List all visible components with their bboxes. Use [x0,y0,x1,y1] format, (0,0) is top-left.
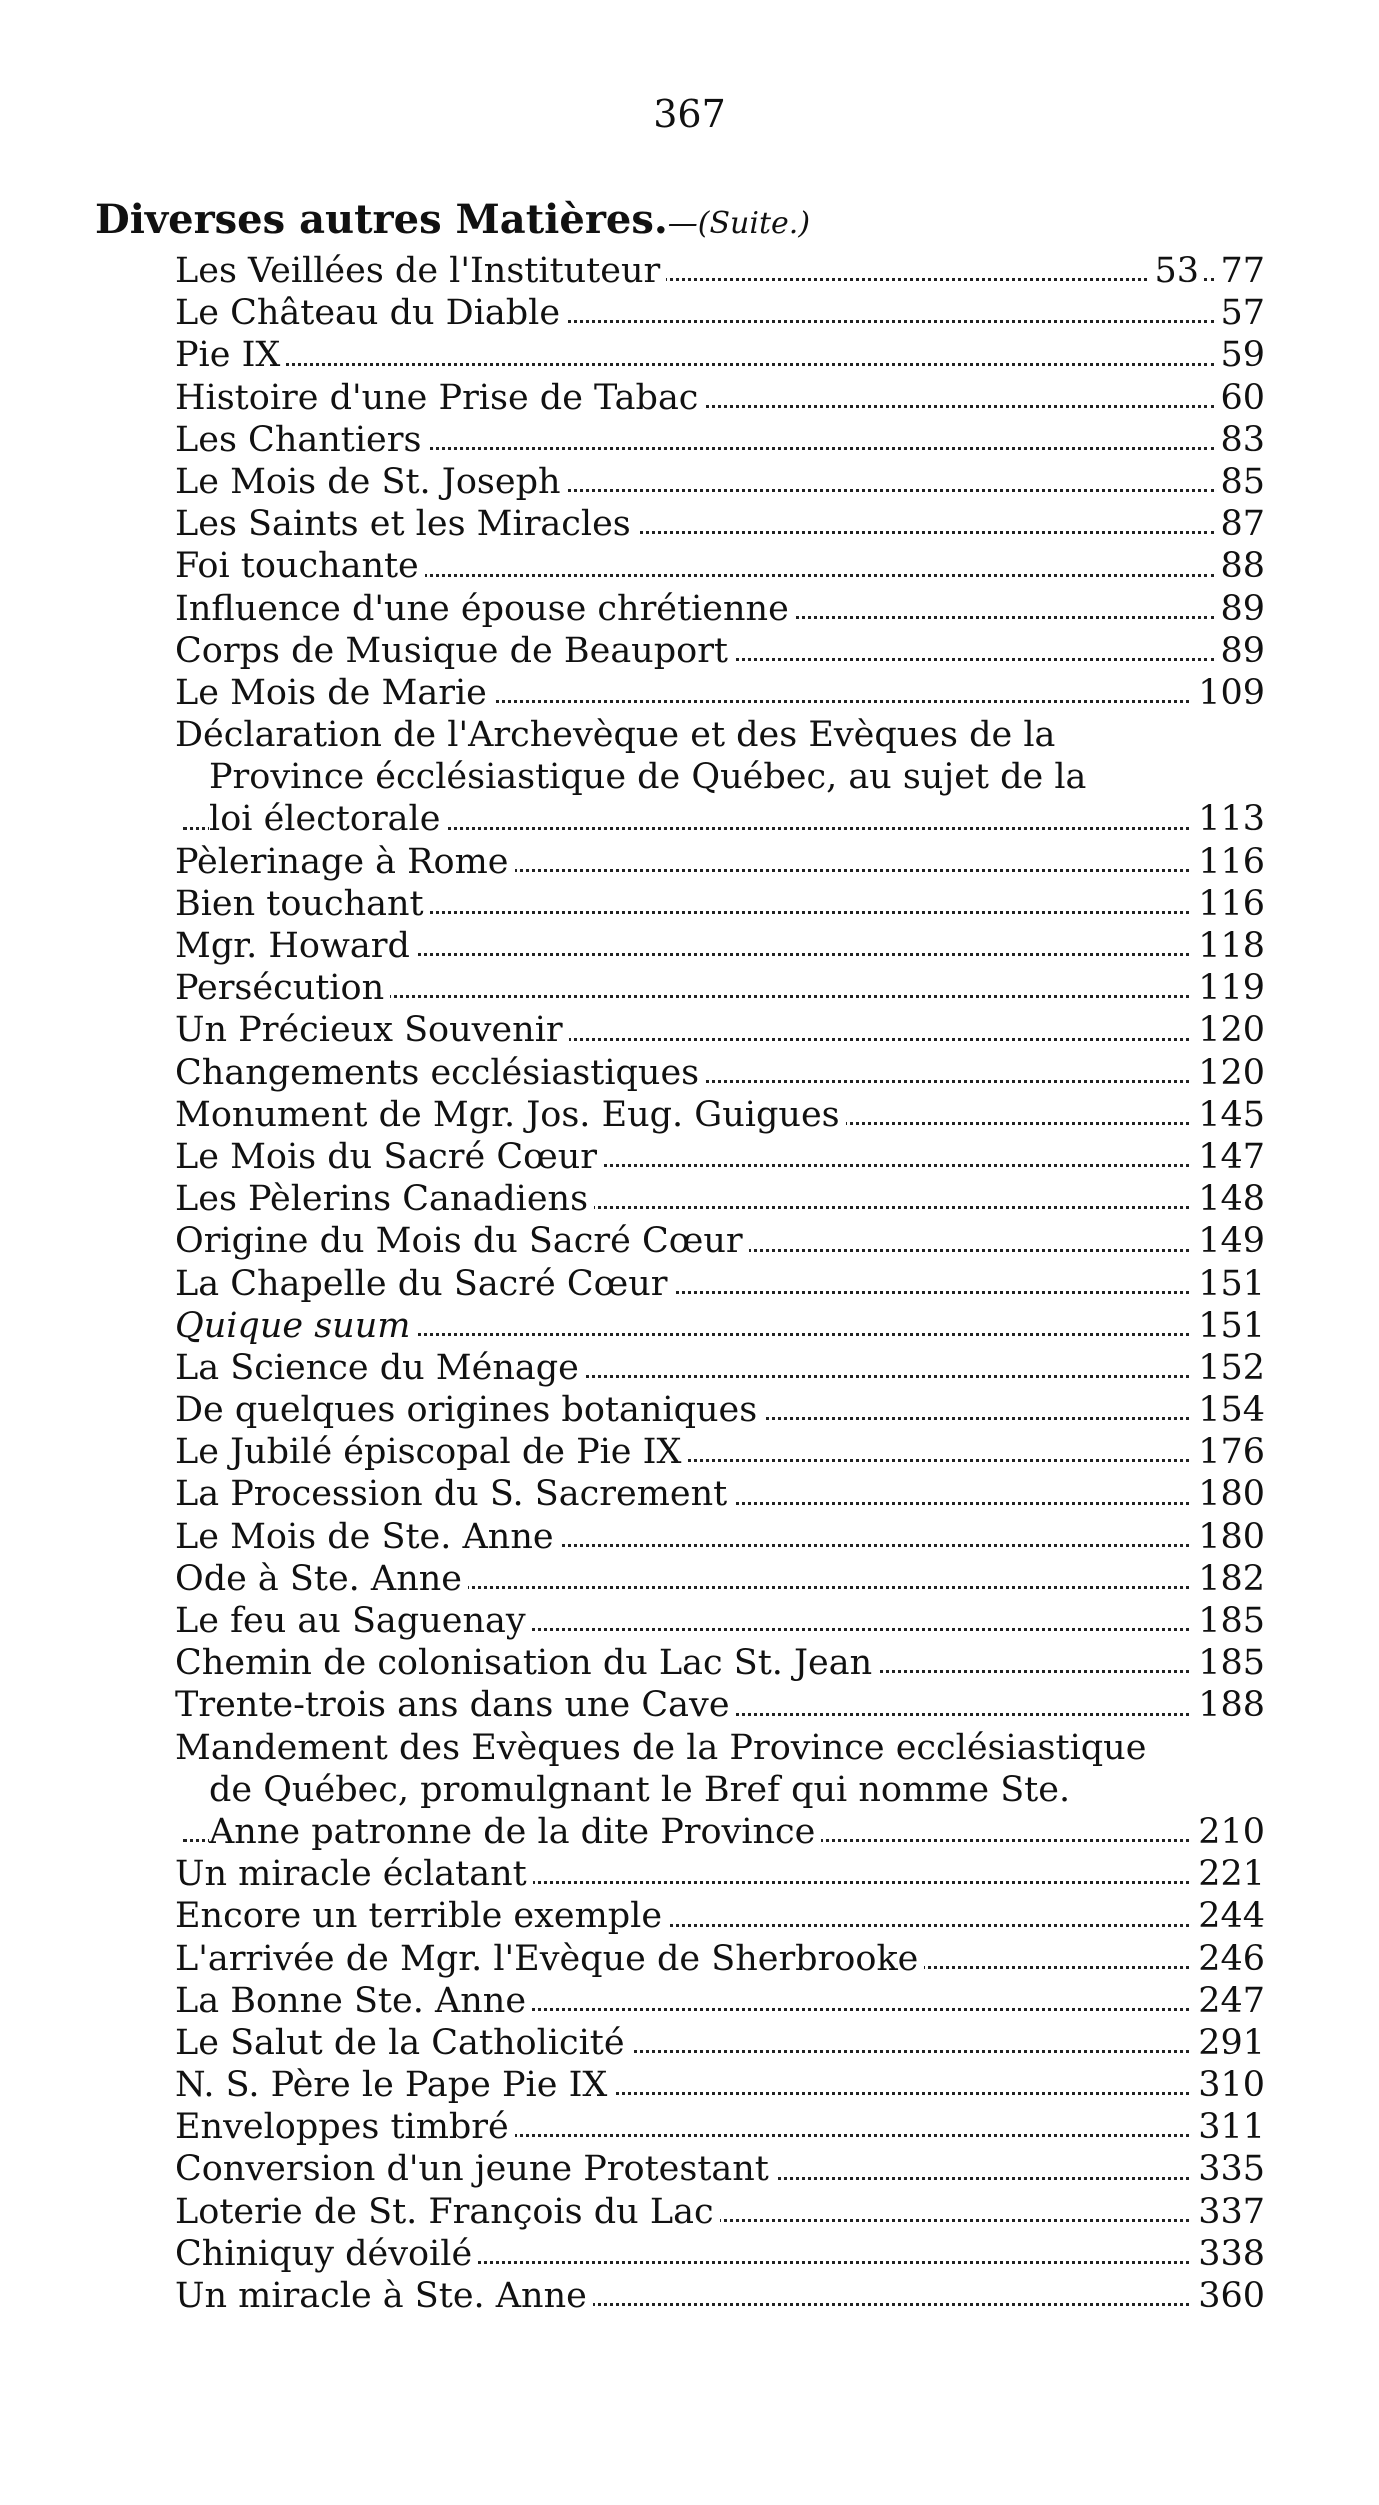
toc-entry [175,1516,1265,1558]
toc-entry [175,1895,1265,1937]
toc-entry [175,1178,1265,1220]
toc-entry-title: Un Précieux Souvenir [175,1009,569,1051]
page-number: 367 [653,92,726,136]
toc-entry-title: Persécution [175,967,390,1009]
toc-entry [175,334,1265,376]
toc-entry-page: 188 [1192,1684,1265,1726]
toc-entry-title: Le feu au Saguenay [175,1600,532,1642]
toc-entry [175,377,1265,419]
toc-entry-title: Mgr. Howard [175,925,416,967]
toc-entry-title: Le Mois de Ste. Anne [175,1516,560,1558]
toc-entry [175,545,1265,587]
toc-entry-title: Encore un terrible exemple [175,1895,668,1937]
toc-entry [175,1305,1265,1347]
toc-entry-title: Anne patronne de la dite Province [209,1811,821,1853]
toc-entry-title: Déclaration de l'Archevèque et des Evèques de la [175,714,1061,756]
toc-entry [175,672,1265,714]
toc-entry-title: Pèlerinage à Rome [175,841,515,883]
toc-entry-page: 182 [1192,1558,1265,1600]
toc-entry-page: 120 [1192,1009,1265,1051]
toc-entry-title: de Québec, promulgnant le Bref qui nomme Ste. [209,1769,1076,1811]
toc-entry-title: N. S. Père le Pape Pie IX [175,2064,613,2106]
toc-entry-title: Quique suum [175,1305,416,1347]
toc-entry-title: De quelques origines botaniques [175,1389,763,1431]
toc-entry [175,1980,1265,2022]
toc-entry-page: 337 [1192,2191,1265,2233]
table-of-contents [175,250,1265,2317]
toc-entry-page: 244 [1192,1895,1265,1937]
toc-entry [175,2275,1265,2317]
toc-entry-title: Le Château du Diable [175,292,566,334]
toc-entry-title: L'arrivée de Mgr. l'Evèque de Sherbrooke [175,1938,924,1980]
toc-entry-title: Origine du Mois du Sacré Cœur [175,1220,749,1262]
toc-entry [175,1684,1265,1726]
toc-entry-page: 291 [1192,2022,1265,2064]
toc-entry [175,1136,1265,1178]
toc-entry-extra-page: 53 [1150,250,1203,292]
toc-entry-page: 180 [1192,1516,1265,1558]
toc-entry-page: 154 [1192,1389,1265,1431]
toc-entry [175,1263,1265,1305]
toc-entry [175,2022,1265,2064]
toc-entry-page: 109 [1192,672,1265,714]
toc-entry [175,503,1265,545]
toc-entry-title: Le Mois du Sacré Cœur [175,1136,603,1178]
toc-entry-title: Un miracle éclatant [175,1853,533,1895]
toc-entry-page: 335 [1192,2148,1265,2190]
toc-entry-title: Un miracle à Ste. Anne [175,2275,593,2317]
toc-entry-page: 116 [1192,841,1265,883]
toc-entry-page: 89 [1214,630,1265,672]
toc-entry [175,1347,1265,1389]
toc-entry-title: Chiniquy dévoilé [175,2233,478,2275]
toc-entry-title: Changements ecclésiastiques [175,1052,705,1094]
toc-entry [175,1558,1265,1600]
toc-entry-page: 77 [1214,250,1265,292]
toc-entry-title: Les Chantiers [175,419,427,461]
toc-entry-title: La Procession du S. Sacrement [175,1473,733,1515]
toc-entry-page: 87 [1214,503,1265,545]
toc-entry [175,419,1265,461]
toc-entry [175,1220,1265,1262]
toc-entry-title: Monument de Mgr. Jos. Eug. Guigues [175,1094,846,1136]
toc-entry [175,588,1265,630]
toc-entry-title: loi électorale [209,798,446,840]
toc-entry-title: Mandement des Evèques de la Province ecclésiastique [175,1727,1152,1769]
toc-entry-page: 88 [1214,545,1265,587]
toc-entry-page: 60 [1214,377,1265,419]
toc-entry [175,1431,1265,1473]
toc-entry [175,1853,1265,1895]
toc-entry-page: 151 [1192,1305,1265,1347]
toc-entry-page: 59 [1214,334,1265,376]
toc-entry-page: 185 [1192,1600,1265,1642]
toc-entry [175,1389,1265,1431]
toc-entry [175,2148,1265,2190]
toc-entry-page: 360 [1192,2275,1265,2317]
toc-entry-title: Histoire d'une Prise de Tabac [175,377,704,419]
toc-entry-page: 119 [1192,967,1265,1009]
toc-entry-title: Ode à Ste. Anne [175,1558,468,1600]
toc-entry-title: Trente-trois ans dans une Cave [175,1684,736,1726]
toc-entry-title: La Science du Ménage [175,1347,585,1389]
toc-entry-page: 311 [1192,2106,1265,2148]
toc-entry [175,925,1265,967]
toc-entry-title: La Chapelle du Sacré Cœur [175,1263,674,1305]
toc-entry-page: 221 [1192,1853,1265,1895]
toc-entry-title: Province écclésiastique de Québec, au sujet de la [209,756,1092,798]
toc-entry [175,714,1265,756]
toc-entry-page: 118 [1192,925,1265,967]
toc-entry-title: Bien touchant [175,883,430,925]
toc-entry [175,1094,1265,1136]
toc-entry-title: Corps de Musique de Beauport [175,630,734,672]
section-heading [95,196,810,243]
toc-entry [175,1769,1265,1811]
toc-entry-page: 120 [1192,1052,1265,1094]
toc-entry [175,1727,1265,1769]
toc-entry-page: 116 [1192,883,1265,925]
toc-entry-title: Les Saints et les Miracles [175,503,637,545]
toc-entry-page: 180 [1192,1473,1265,1515]
toc-entry [175,841,1265,883]
toc-entry [175,1473,1265,1515]
toc-entry-page: 148 [1192,1178,1265,1220]
section-suffix: —(Suite.) [667,206,811,241]
toc-entry [175,2064,1265,2106]
toc-entry-page: 57 [1214,292,1265,334]
toc-entry-title: Le Mois de St. Joseph [175,461,567,503]
toc-entry-title: Foi touchante [175,545,425,587]
toc-entry-page: 149 [1192,1220,1265,1262]
toc-entry-page: 338 [1192,2233,1265,2275]
toc-entry-page: 246 [1192,1938,1265,1980]
toc-entry-page: 151 [1192,1263,1265,1305]
toc-entry-page: 83 [1214,419,1265,461]
toc-entry [175,798,1265,840]
toc-entry [175,1052,1265,1094]
toc-entry-page: 113 [1192,798,1265,840]
toc-entry-page: 89 [1214,588,1265,630]
toc-entry-title: Chemin de colonisation du Lac St. Jean [175,1642,878,1684]
section-title: Diverses autres Matières. [95,196,668,243]
toc-entry [175,883,1265,925]
toc-entry [175,967,1265,1009]
toc-entry [175,2191,1265,2233]
toc-entry [175,292,1265,334]
toc-entry-title: Influence d'une épouse chrétienne [175,588,795,630]
toc-entry-page: 152 [1192,1347,1265,1389]
toc-entry-title: Enveloppes timbré [175,2106,515,2148]
toc-entry [175,1938,1265,1980]
toc-entry [175,461,1265,503]
toc-entry [175,2106,1265,2148]
toc-entry-title: Les Pèlerins Canadiens [175,1178,594,1220]
toc-entry-title: Les Veillées de l'Instituteur [175,250,666,292]
toc-entry [175,1642,1265,1684]
toc-entry-title: Le Mois de Marie [175,672,493,714]
toc-entry [175,1600,1265,1642]
toc-entry-title: Le Jubilé épiscopal de Pie IX [175,1431,687,1473]
toc-entry-page: 185 [1192,1642,1265,1684]
toc-entry [175,2233,1265,2275]
toc-entry-title: La Bonne Ste. Anne [175,1980,532,2022]
toc-entry-page: 147 [1192,1136,1265,1178]
toc-entry-title: Conversion d'un jeune Protestant [175,2148,775,2190]
toc-entry-page: 145 [1192,1094,1265,1136]
toc-entry [175,1811,1265,1853]
toc-entry-title: Pie IX [175,334,286,376]
toc-entry [175,1009,1265,1051]
toc-entry-page: 210 [1192,1811,1265,1853]
toc-entry-title: Le Salut de la Catholicité [175,2022,631,2064]
toc-entry-title: Loterie de St. François du Lac [175,2191,720,2233]
toc-entry-page: 176 [1192,1431,1265,1473]
toc-entry [175,630,1265,672]
toc-entry [175,250,1265,292]
toc-entry-page: 310 [1192,2064,1265,2106]
dot-leader [183,363,1215,366]
toc-entry [175,756,1265,798]
toc-entry-page: 247 [1192,1980,1265,2022]
toc-entry-page: 85 [1214,461,1265,503]
